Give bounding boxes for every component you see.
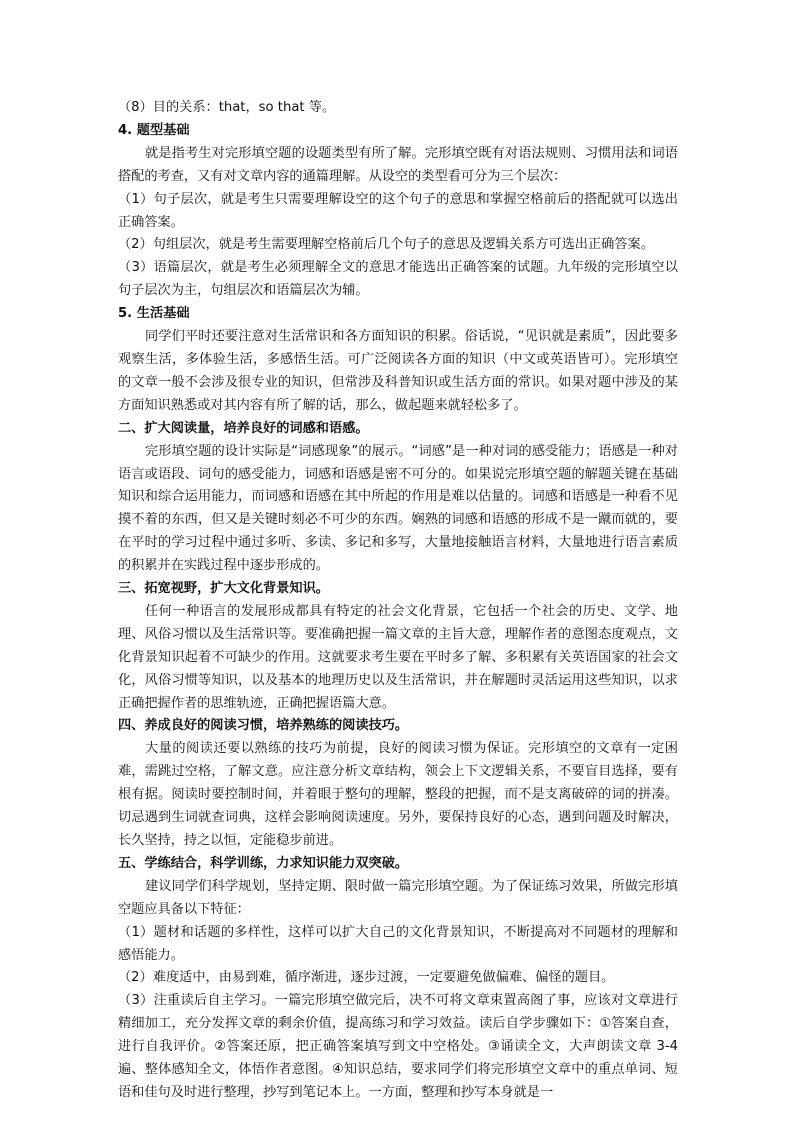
heading-practice: 五、学练结合，科学训练，力求知识能力双突破。 — [118, 855, 409, 871]
paragraph-purpose-relation: （8）目的关系：that，so that 等。 — [118, 100, 336, 115]
paragraph-reading-habits: 大量的阅读还要以熟练的技巧为前提，良好的阅读习惯为保证。完形填空的文章有一定困难，需跳过空格，了解文意。应注意分析文章结构，领会上下文逻辑关系，不要盲目选择，要有根有据。阅读时要控制时间，并着眼于整句的理解，整段的把握，而不是支离破碎的词的拼凑。切忌遇到生词就查词典，这样会影响阅读速度。另外，要保持良好的心态，遇到问题及时解决，长久坚持，持之以恒，定能稳步前进。 — [118, 741, 678, 848]
heading-reading-habits: 四、养成良好的阅读习惯，培养熟练的阅读技巧。 — [118, 718, 409, 734]
paragraph-expand-reading: 完形填空题的设计实际是“词感现象”的展示。“词感”是一种对词的感受能力；语感是一种对语言或语段、词句的感受能力，词感和语感是密不可分的。如果说完形填空题的解题关键在基础知识和综合运用能力，而词感和语感在其中所起的作用是难以估量的。词感和语感是一种看不见摸不着的东西，但又是关键时刻必不可少的东西。娴熟的词感和语感的形成不是一蹴而就的，要在平时的学习过程中通过多听、多读、多记和多写，大量地接触语言材料，大量地进行语言素质的积累并在实践过程中逐步形成的。 — [118, 443, 678, 574]
paragraph-practice-item-2: （2）难度适中，由易到难，循序渐进，逐步过渡，一定要避免做偏难、偏怪的题目。 — [118, 970, 615, 986]
paragraph-question-type-intro: 就是指考生对完形填空题的设题类型有所了解。完形填空既有对语法规则、习惯用法和词语搭配的考查，又有对文章内容的通篇理解。从设空的类型看可分为三个层次： — [118, 145, 678, 184]
paragraph-sentence-group-level: （2）句组层次，就是考生需要理解空格前后几个句子的意思及逻辑关系方可选出正确答案。 — [118, 237, 654, 253]
heading-broaden-vision: 三、拓宽视野，扩大文化背景知识。 — [118, 581, 329, 597]
paragraph-sentence-level: （1）句子层次，就是考生只需要理解设空的这个句子的意思和掌握空格前后的搭配就可以选出正确答案。 — [118, 191, 678, 230]
paragraph-life-basis: 同学们平时还要注意对生活常识和各方面知识的积累。俗话说，“见识就是素质”，因此要多观察生活，多体验生活，多感悟生活。可广泛阅读各方面的知识（中文或英语皆可）。完形填空的文章一般不会涉及很专业的知识，但常涉及科普知识或生活方面的常识。如果对题中涉及的某方面知识熟悉或对其内容有所了解的话，那么，做起题来就轻松多了。 — [118, 329, 678, 413]
paragraph-practice-item-3: （3）注重读后自主学习。一篇完形填空做完后，决不可将文章束置高阁了事，应该对文章进行精细加工，充分发挥文章的剩余价值，提高练习和学习效益。读后自学步骤如下：①答案自查，进行自我评价。②答案还原，把正确答案填写到文中空格处。③诵读全文，大声朗读文章 3-4 遍、整体感知全文，体悟作者意图。④知识总结，要求同学们将完形填空文章中的重点单词、短语和佳句及时进行整理，抄写到笔记本上。一方面，整理和抄写本身就是一 — [118, 993, 678, 1100]
heading-life-basis: 5. 生活基础 — [118, 306, 190, 322]
heading-expand-reading: 二、扩大阅读量，培养良好的词感和语感。 — [118, 420, 369, 436]
paragraph-practice-item-1: （1）题材和话题的多样性，这样可以扩大自己的文化背景知识，不断提高对不同题材的理解和感悟能力。 — [118, 924, 678, 963]
paragraph-practice-intro: 建议同学们科学规划，坚持定期、限时做一篇完形填空题。为了保证练习效果，所做完形填空题应具备以下特征： — [118, 878, 678, 917]
paragraph-broaden-vision: 任何一种语言的发展形成都具有特定的社会文化背景，它包括一个社会的历史、文学、地理、风俗习惯以及生活常识等。要准确把握一篇文章的主旨大意，理解作者的意图态度观点，文化背景知识起着不可缺少的作用。这就要求考生要在平时多了解、多积累有关英语国家的社会文化，风俗习惯等知识，以及基本的地理历史以及生活常识，并在解题时灵活运用这些知识，以求正确把握作者的思维轨迹，正确把握语篇大意。 — [118, 603, 678, 711]
heading-question-type-basis: 4. 题型基础 — [118, 122, 190, 138]
paragraph-discourse-level: （3）语篇层次，就是考生必须理解全文的意思才能选出正确答案的试题。九年级的完形填空以句子层次为主，句组层次和语篇层次为辅。 — [118, 260, 678, 299]
document-body — [118, 97, 678, 1105]
